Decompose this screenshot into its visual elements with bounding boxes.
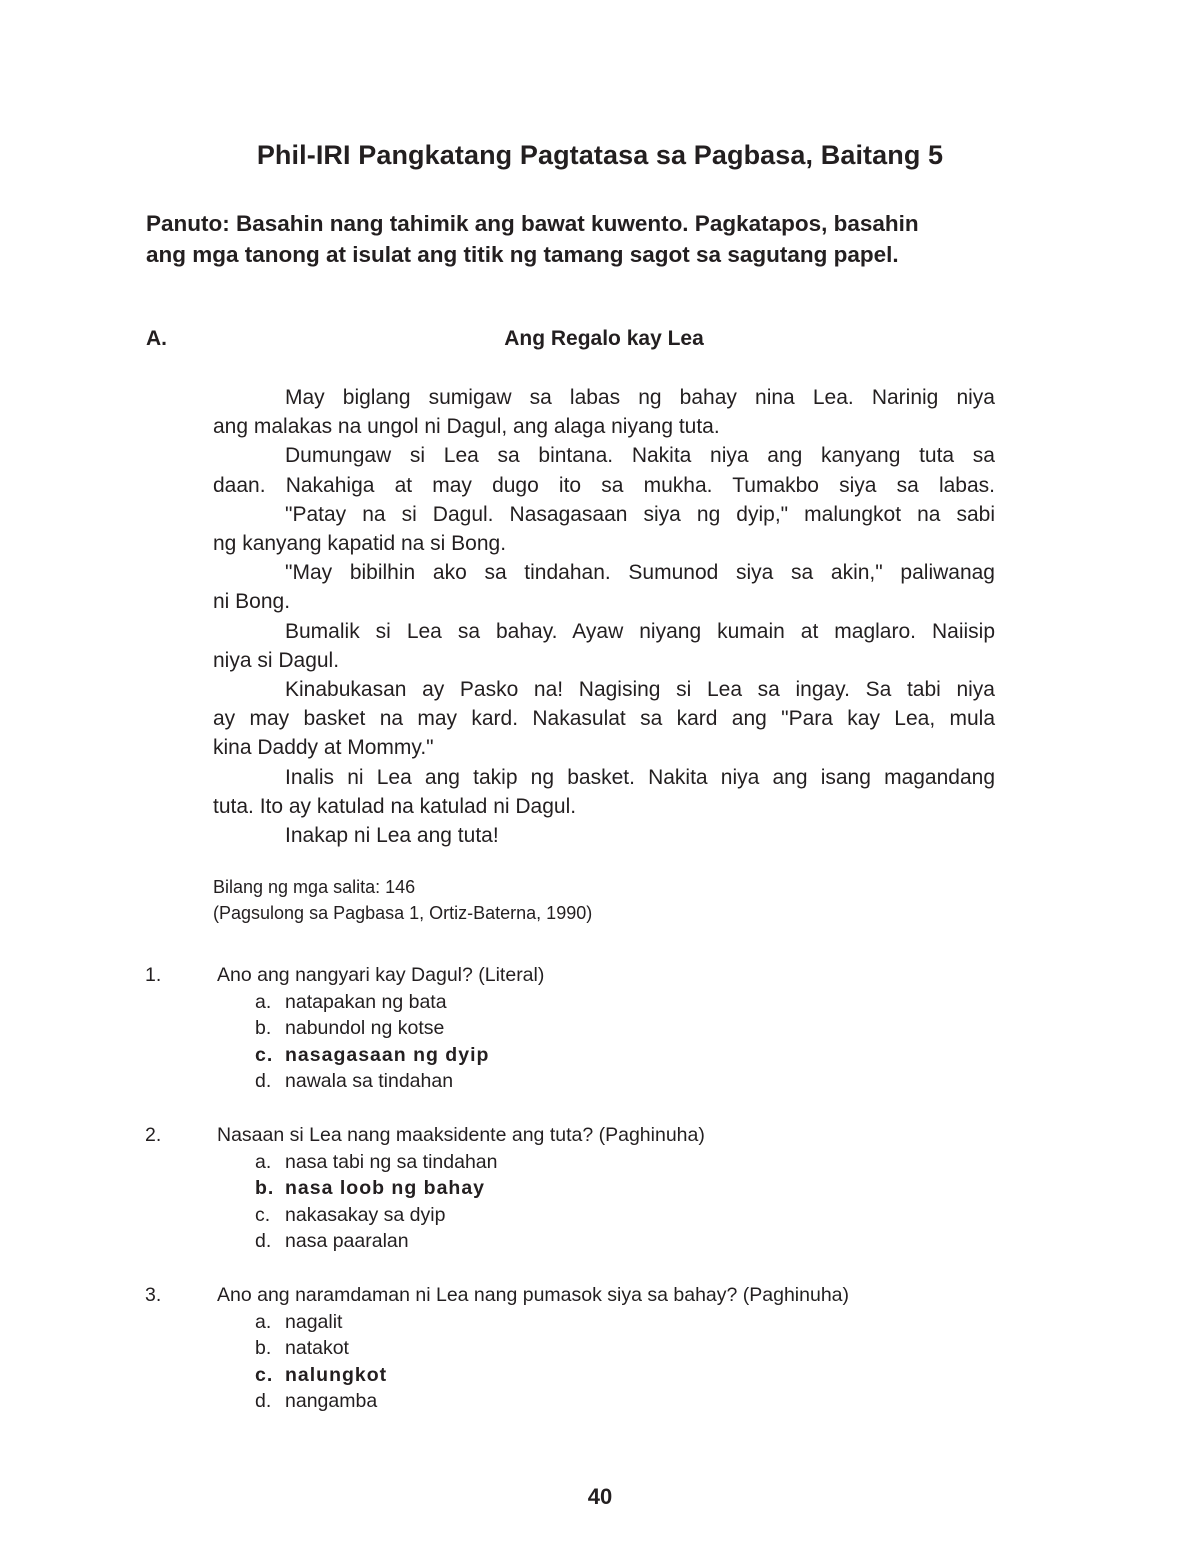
choice-item — [255, 1068, 1045, 1095]
story-body — [213, 383, 995, 850]
choice-letter: a. — [255, 990, 272, 1013]
choice-letter: a. — [255, 1150, 272, 1173]
choice-text: nasagasaan ng dyip — [285, 1043, 490, 1066]
question-list — [145, 962, 1045, 1442]
story-line: daan. Nakahiga at may dugo ito sa mukha. Tumakbo siya sa labas. — [213, 473, 995, 497]
choice-text: nabundol ng kotse — [285, 1017, 445, 1040]
story-line: "May bibilhin ako sa tindahan. Sumunod siya sa akin," paliwanag — [285, 561, 995, 585]
choice-list — [145, 1149, 1045, 1255]
story-line: ng kanyang kapatid na si Bong. — [213, 532, 507, 556]
choice-letter: d. — [255, 1070, 272, 1093]
choice-letter: b. — [255, 1017, 272, 1040]
choice-letter: d. — [255, 1390, 272, 1413]
story-line: ni Bong. — [213, 590, 291, 614]
page-title: Phil-IRI Pangkatang Pagtatasa sa Pagbasa, Baitang 5 — [256, 140, 944, 170]
choice-item-answer — [255, 1042, 1045, 1069]
choice-text: nasa paaralan — [285, 1230, 409, 1253]
choice-item — [255, 1228, 1045, 1255]
choice-letter: d. — [255, 1230, 272, 1253]
instructions-line: Panuto: Basahin nang tahimik ang bawat kuwento. Pagkatapos, basahin — [146, 211, 919, 236]
section-letter: A. — [146, 327, 167, 350]
story-line: Inakap ni Lea ang tuta! — [285, 824, 499, 848]
choice-list — [145, 1309, 1045, 1415]
question-text: Nasaan si Lea nang maaksidente ang tuta? (Paghinuha) — [217, 1123, 705, 1146]
choice-text: nasa loob ng bahay — [285, 1177, 486, 1200]
choice-item-answer — [255, 1362, 1045, 1389]
choice-item — [255, 1015, 1045, 1042]
story-line: Kinabukasan ay Pasko na! Nagising si Lea sa ingay. Sa tabi niya — [285, 678, 995, 702]
story-line: ay may basket na may kard. Nakasulat sa kard ang "Para kay Lea, mula — [213, 707, 995, 731]
story-line: niya si Dagul. — [213, 648, 340, 672]
choice-item — [255, 1335, 1045, 1362]
choice-text: natakot — [285, 1337, 349, 1360]
story-line: "Patay na si Dagul. Nasagasaan siya ng dyip," malungkot na sabi — [285, 502, 995, 526]
choice-letter: c. — [255, 1363, 274, 1386]
choice-text: nangamba — [285, 1390, 378, 1413]
question-number: 1. — [145, 964, 162, 986]
choice-letter: b. — [255, 1177, 275, 1200]
story-line: Bumalik si Lea sa bahay. Ayaw niyang kumain at maglaro. Naiisip — [285, 619, 995, 643]
story-line: Inalis ni Lea ang takip ng basket. Nakita niya ang isang magandang — [285, 765, 995, 789]
question-item — [145, 1122, 1045, 1255]
story-title: Ang Regalo kay Lea — [504, 327, 704, 350]
choice-item — [255, 1388, 1045, 1415]
choice-text: nasa tabi ng sa tindahan — [285, 1150, 498, 1173]
choice-list — [145, 989, 1045, 1095]
question-number: 3. — [145, 1283, 162, 1306]
question-item — [145, 962, 1045, 1095]
choice-text: nawala sa tindahan — [285, 1070, 454, 1093]
choice-text: natapakan ng bata — [285, 990, 447, 1013]
choice-item — [255, 1309, 1045, 1336]
instructions-line: ang mga tanong at isulat ang titik ng tamang sagot sa sagutang papel. — [146, 242, 899, 267]
choice-text: nalungkot — [285, 1363, 388, 1386]
story-meta — [213, 874, 592, 926]
page-number: 40 — [587, 1484, 613, 1509]
story-line: May biglang sumigaw sa labas ng bahay nina Lea. Narinig niya — [285, 386, 995, 409]
choice-item — [255, 989, 1045, 1016]
question-number: 2. — [145, 1123, 162, 1146]
story-line: ang malakas na ungol ni Dagul, ang alaga niyang tuta. — [213, 415, 720, 439]
word-count: Bilang ng mga salita: 146 — [213, 877, 416, 897]
choice-text: nakasakay sa dyip — [285, 1203, 446, 1226]
choice-item-answer — [255, 1175, 1045, 1202]
instructions — [146, 208, 1076, 270]
question-text: Ano ang naramdaman ni Lea nang pumasok siya sa bahay? (Paghinuha) — [217, 1283, 850, 1306]
question-item — [145, 1282, 1045, 1415]
story-line: tuta. Ito ay katulad na katulad ni Dagul. — [213, 794, 577, 818]
question-text: Ano ang nangyari kay Dagul? (Literal) — [217, 964, 545, 986]
story-source: (Pagsulong sa Pagbasa 1, Ortiz-Baterna, 1990) — [213, 903, 593, 923]
choice-item — [255, 1149, 1045, 1176]
choice-letter: c. — [255, 1043, 274, 1066]
choice-letter: b. — [255, 1337, 272, 1360]
story-line: kina Daddy at Mommy." — [213, 736, 434, 760]
choice-letter: a. — [255, 1310, 272, 1333]
choice-letter: c. — [255, 1203, 271, 1226]
story-line: Dumungaw si Lea sa bintana. Nakita niya ang kanyang tuta sa — [285, 444, 995, 468]
choice-item — [255, 1202, 1045, 1229]
choice-text: nagalit — [285, 1310, 343, 1333]
